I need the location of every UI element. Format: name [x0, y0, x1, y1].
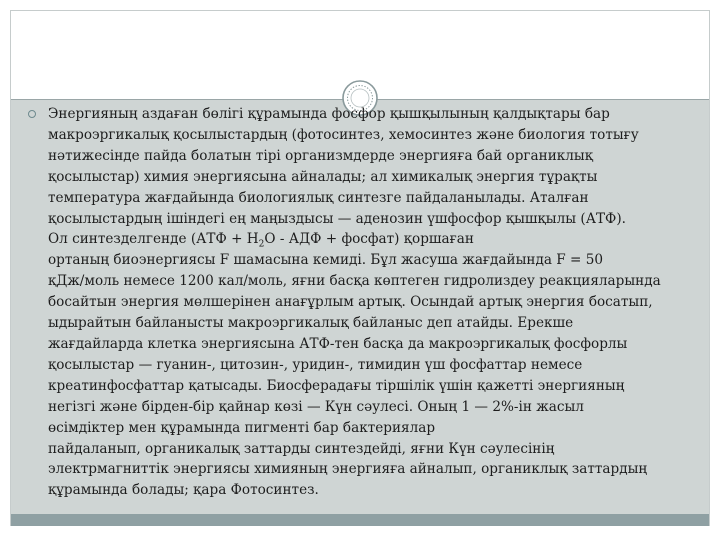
formula-part: О - АДФ + фосфат) қоршаған [264, 231, 474, 248]
text-line: негізгі және бірден-бір қайнар көзі — Күн сәулесі. Оның 1 — 2%-ін жасыл [48, 398, 584, 415]
text-line: ыдырайтын байланысты макроэргикалық байланыс деп атайды. Ерекше [48, 315, 574, 332]
text-line: жағдайларда клетка энергиясына АТФ-тен басқа да макроэргикалық фосфорлы [48, 335, 628, 352]
text-line: қосылыстар — гуанин-, цитозин-, уридин-, тимидин үш фосфаттар немесе [48, 356, 583, 373]
text-line: температура жағдайында биологиялық синтезге пайдаланылады. Аталған [48, 189, 589, 206]
bullet-item [28, 104, 692, 501]
formula-part: Ол синтезделгенде (АТФ + Н [48, 231, 259, 248]
text-line: креатинфосфаттар қатысады. Биосферадағы тіршілік үшін қажетті энергияның [48, 377, 625, 394]
text-line-formula [48, 229, 692, 250]
text-line: қосылыстар) химия энергиясына айналады; ал химикалық энергия тұрақты [48, 168, 598, 185]
text-line: босайтын энергия мөлшерінен анағұрлым артық. Осындай артық энергия босатып, [48, 294, 653, 311]
formula-subscript: 2 [258, 240, 265, 251]
text-line: макроэргикалық қосылыстардың (фотосинтез, хемосинтез және биология тотығу [48, 126, 639, 143]
text-line: Энергияның аздаған бөлігі құрамында фосфор қышқылының қалдықтары бар [48, 106, 610, 122]
text-line: қосылыстардың ішіндегі ең маңыздысы — аденозин үшфосфор қышқылы (АТФ). [48, 210, 626, 227]
bottom-strip [11, 514, 709, 526]
text-line: қДж/моль немесе 1200 кал/моль, яғни басқа көптеген гидролиздеу реакцияларында [48, 273, 661, 290]
text-line: өсімдіктер мен құрамында пигменті бар бактериялар [48, 419, 436, 436]
text-line: ортаның биоэнергиясы F шамасына кемиді. Бұл жасуша жағдайында F = 50 [48, 252, 604, 269]
text-line: нәтижесінде пайда болатын тірі организмдерде энергияға бай органиклық [48, 147, 593, 164]
text-line: пайдаланып, органикалық заттарды синтездейді, яғни Күн сәулесінің [48, 440, 555, 457]
circle-bullet-icon [28, 110, 36, 118]
text-line: құрамында болады; қара Фотосинтез. [48, 482, 319, 499]
text-line: электрмагниттік энергиясы химияның энергияға айналып, органиклық заттардың [48, 461, 648, 478]
bullet-list [28, 104, 692, 501]
